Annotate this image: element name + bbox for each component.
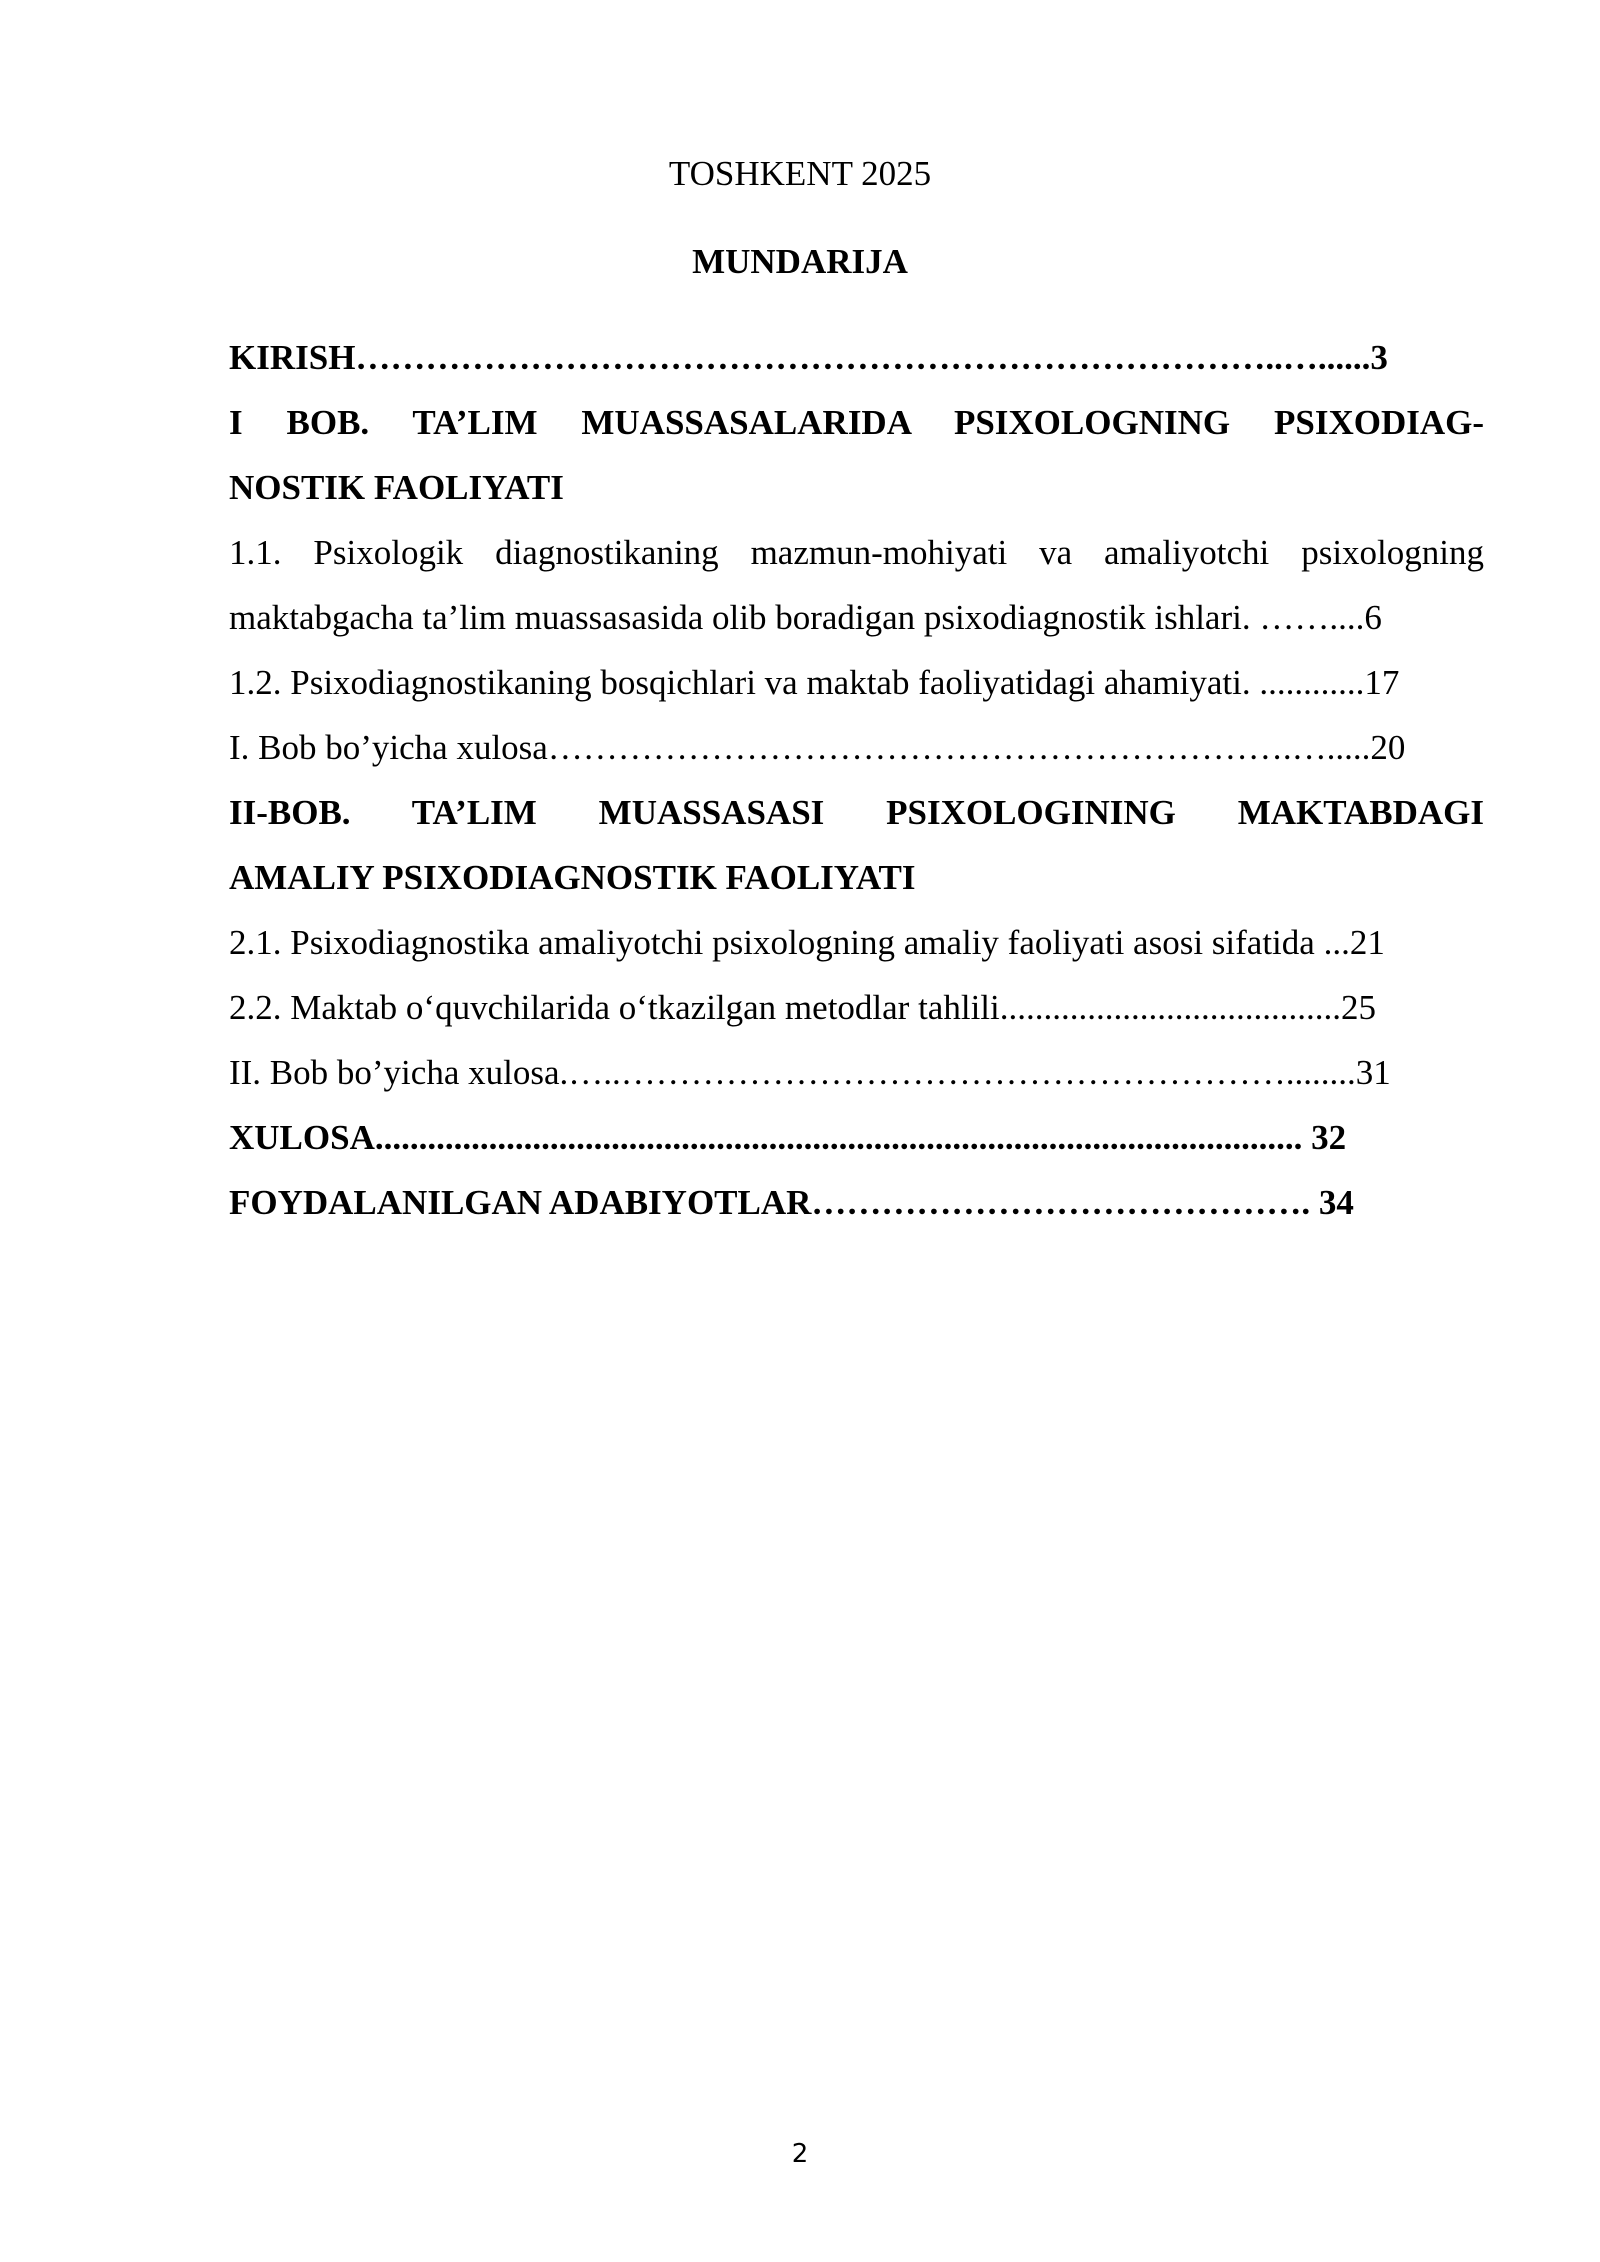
table-of-contents — [229, 325, 1484, 1235]
toc-entry-2-1: 2.1. Psixodiagnostika amaliyotchi psixologning amaliy faoliyati asosi sifatida ...21 — [229, 923, 1385, 962]
toc-chapter-2-title: II-BOB. TA’LIM MUASSASASI PSIXOLOGINING MAKTABDAGI — [229, 793, 1484, 832]
toc-entry-references: FOYDALANILGAN ADABIYOTLAR……………………………………. 34 — [229, 1183, 1354, 1222]
toc-entry-chapter-2-conclusion: II. Bob bo’yicha xulosa.…..…………………………………………………........31 — [229, 1053, 1391, 1092]
toc-entry-1-1-cont: maktabgacha ta’lim muassasasida olib boradigan psixodiagnostik ishlari. ……....6 — [229, 598, 1382, 637]
toc-entry-xulosa: XULOSA.......................................................................................................... 32 — [229, 1118, 1347, 1157]
toc-chapter-2-title-cont: AMALIY PSIXODIAGNOSTIK FAOLIYATI — [229, 858, 916, 897]
toc-entry-2-2: 2.2. Maktab o‘quvchilarida o‘tkazilgan metodlar tahlili.......................................25 — [229, 988, 1376, 1027]
city-year: TOSHKENT 2025 — [668, 154, 932, 193]
toc-entry-1-2: 1.2. Psixodiagnostikaning bosqichlari va maktab faoliyatidagi ahamiyati. ............17 — [229, 663, 1400, 702]
toc-entry-1-1: 1.1. Psixologik diagnostikaning mazmun-mohiyati va amaliyotchi psixologning — [229, 533, 1484, 572]
toc-chapter-1-title: I BOB. TA’LIM MUASSASALARIDA PSIXOLOGNING PSIXODIAG- — [229, 403, 1484, 442]
toc-entry-kirish: KIRISH……………………………………………………………………..…......3 — [229, 338, 1388, 377]
toc-entry-chapter-1-conclusion: I. Bob bo’yicha xulosa……………………………………………………….….....20 — [229, 728, 1406, 767]
toc-chapter-1-title-cont: NOSTIK FAOLIYATI — [229, 468, 564, 507]
page-number: 2 — [791, 2139, 809, 2169]
toc-heading: MUNDARIJA — [692, 242, 908, 281]
